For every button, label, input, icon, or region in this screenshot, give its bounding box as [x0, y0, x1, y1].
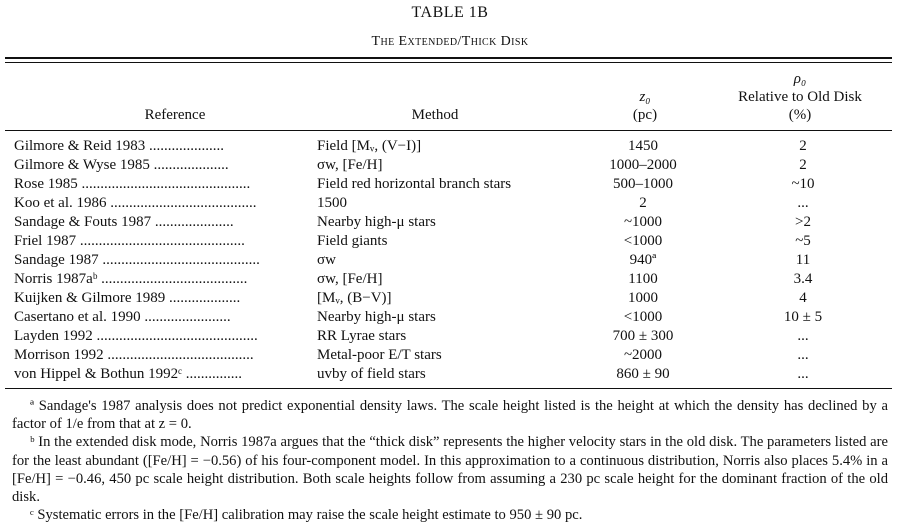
table-row: [0, 232, 900, 251]
bottom-rule: [5, 388, 892, 389]
rho-cell: 10 ± 5: [783, 309, 823, 325]
z0-cell: 1450: [628, 138, 658, 154]
method-cell: Nearby high-μ stars: [317, 214, 436, 230]
table-row: [0, 327, 900, 346]
table-row: [0, 270, 900, 289]
table-row: [0, 175, 900, 194]
rho-cell: ~10: [791, 176, 815, 192]
rho-cell: >2: [795, 214, 811, 230]
reference-cell: Sandage & Fouts 1987 .....................: [14, 214, 234, 230]
reference-cell: Rose 1985 .............................................: [14, 176, 251, 192]
top-rule-1: [5, 57, 892, 59]
reference-cell: Norris 1987aᵇ .......................................: [14, 271, 248, 287]
z0-cell: 1100: [628, 271, 658, 287]
footnote-c: ᶜ Systematic errors in the [Fe/H] calibration may raise the scale height estimate to 950 ± 90 pc.: [30, 507, 583, 524]
z0-cell: <1000: [623, 309, 663, 325]
header-rho-symbol: ρ₀: [793, 71, 807, 87]
rho-cell: 11: [795, 252, 811, 268]
table-row: [0, 137, 900, 156]
z0-cell: 860 ± 90: [616, 366, 670, 382]
z0-cell: 500–1000: [613, 176, 673, 192]
rho-cell: 3.4: [793, 271, 813, 287]
z0-cell: 1000: [628, 290, 658, 306]
method-cell: RR Lyrae stars: [317, 328, 407, 344]
reference-cell: Casertano et al. 1990 .......................: [14, 309, 231, 325]
reference-cell: Sandage 1987 ..........................................: [14, 252, 260, 268]
header-z0-symbol: z₀: [639, 89, 651, 105]
method-cell: Metal-poor E/T stars: [317, 347, 442, 363]
method-cell: σw: [317, 252, 336, 268]
method-cell: Field red horizontal branch stars: [317, 176, 512, 192]
method-cell: Field giants: [317, 233, 388, 249]
table-title: TABLE 1B: [411, 4, 489, 21]
z0-cell: ~2000: [623, 347, 663, 363]
footnote-b: ᵇ In the extended disk mode, Norris 1987a argues that the “thick disk” represents the higher velocity stars in the old disk. The parameters listed are for the least abundant ([Fe/H] = −0.56) of his four-component model. In this approximation to a continuous distribution, Norris also places 5.4% in a [Fe/H] = −0.46, 450 pc scale height distribution. Both scale heights follow from assuming a 230 pc scale height for the dominant fraction of the old disk.: [12, 434, 888, 506]
reference-cell: Gilmore & Wyse 1985 ....................: [14, 157, 229, 173]
z0-cell: 700 ± 300: [612, 328, 674, 344]
footnote-a: ª Sandage's 1987 analysis does not predict exponential density laws. The scale height listed is the height at which the density has declined by a factor of 1/e from that at z = 0.: [12, 398, 888, 433]
method-cell: [Mᵥ, (B−V)]: [317, 290, 392, 306]
reference-cell: Gilmore & Reid 1983 ....................: [14, 138, 224, 154]
table-subtitle: The Extended/Thick Disk: [371, 34, 529, 49]
method-cell: σw, [Fe/H]: [317, 157, 383, 173]
rho-cell: 2: [799, 157, 807, 173]
rho-cell: 2: [799, 138, 807, 154]
reference-cell: Koo et al. 1986 .......................................: [14, 195, 257, 211]
header-z0-unit: (pc): [632, 107, 658, 123]
reference-cell: Kuijken & Gilmore 1989 ...................: [14, 290, 241, 306]
table-row: [0, 156, 900, 175]
reference-cell: Friel 1987 ............................................: [14, 233, 245, 249]
rho-cell: ...: [797, 347, 809, 363]
header-rule: [5, 130, 892, 131]
table-row: [0, 213, 900, 232]
header-reference: Reference: [144, 107, 206, 123]
header-rho-unit: (%): [788, 107, 812, 123]
header-rho-label: Relative to Old Disk: [738, 89, 862, 105]
rho-cell: ...: [797, 195, 809, 211]
method-cell: Field [Mᵥ, (V−I)]: [317, 138, 422, 154]
table-row: [0, 251, 900, 270]
rho-cell: ~5: [795, 233, 811, 249]
table-row: [0, 194, 900, 213]
z0-cell: ~1000: [623, 214, 663, 230]
reference-cell: Morrison 1992 .......................................: [14, 347, 254, 363]
rho-cell: 4: [799, 290, 807, 306]
reference-cell: Layden 1992 ...........................................: [14, 328, 258, 344]
method-cell: 1500: [317, 195, 347, 211]
rho-cell: ...: [797, 328, 809, 344]
rho-cell: ...: [797, 366, 809, 382]
z0-cell: 2: [639, 195, 647, 211]
method-cell: σw, [Fe/H]: [317, 271, 383, 287]
top-rule-2: [5, 62, 892, 63]
table-row: [0, 308, 900, 327]
table-row: [0, 289, 900, 308]
method-cell: Nearby high-μ stars: [317, 309, 436, 325]
z0-cell: 940ª: [629, 252, 657, 268]
header-method: Method: [411, 107, 459, 123]
method-cell: uvby of field stars: [317, 366, 426, 382]
table-row: [0, 346, 900, 365]
z0-cell: <1000: [623, 233, 663, 249]
z0-cell: 1000–2000: [609, 157, 677, 173]
reference-cell: von Hippel & Bothun 1992ᶜ ...............: [14, 366, 243, 382]
table-row: [0, 365, 900, 384]
footnotes: [12, 397, 888, 524]
